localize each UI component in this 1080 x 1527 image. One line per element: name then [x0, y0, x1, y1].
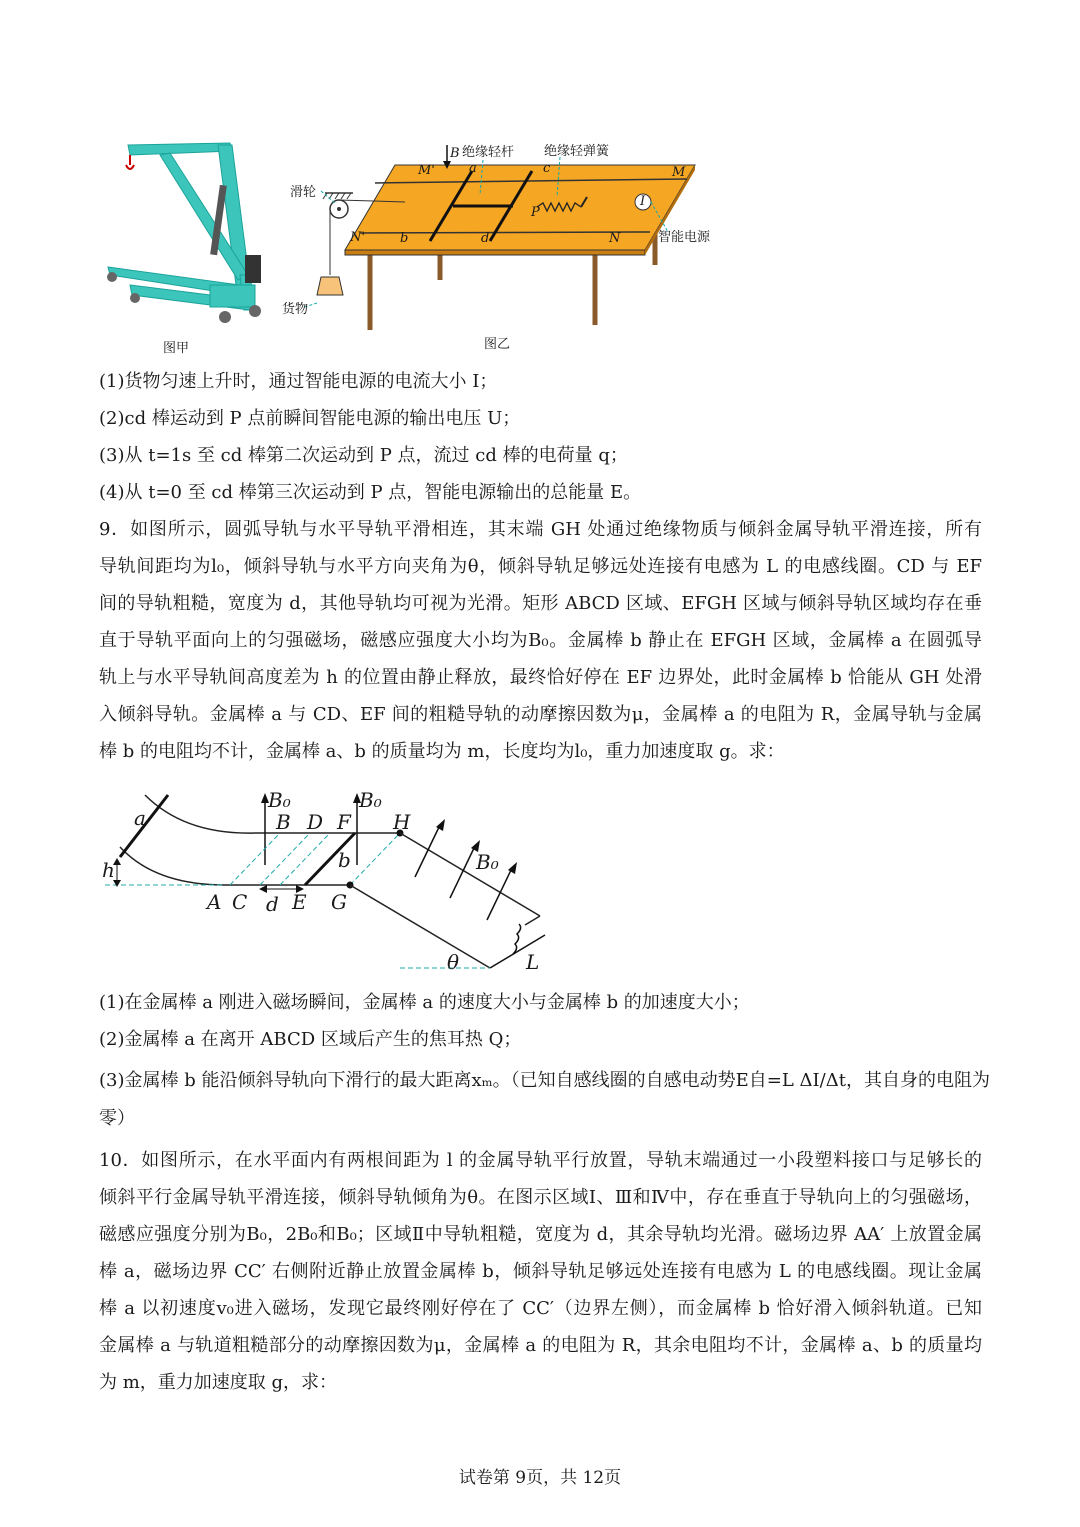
label-B: B	[450, 146, 460, 161]
q9-line-5: 轨上与水平导轨间高度差为 h 的位置由静止释放，最终恰好停在 EF 边界处，此时金属棒 b 恰能从 GH 处滑	[99, 667, 982, 688]
q9-line-1: 9．如图所示，圆弧导轨与水平导轨平滑相连，其末端 GH 处通过绝缘物质与倾斜金属导轨平滑连接，所有	[99, 519, 982, 540]
label-N: N	[609, 231, 621, 246]
q10-line-5: 棒 a 以初速度v₀进入磁场，发现它最终刚好停在了 CC′（边界左侧），而金属棒 b 恰好滑入倾斜轨道。已知	[99, 1298, 982, 1319]
label-N-prime: N'	[350, 230, 365, 245]
q9-line-6: 入倾斜导轨。金属棒 a 与 CD、EF 间的粗糙导轨的动摩擦因数为μ，金属棒 a 的电阻为 R，金属导轨与金属	[99, 704, 982, 725]
label-insulated-rod: 绝缘轻杆	[462, 145, 515, 160]
figure-caption-yi: 图乙	[484, 337, 511, 352]
fig9-label-B0-2: B₀	[359, 788, 382, 812]
q9-sub2: (2)金属棒 a 在离开 ABCD 区域后产生的焦耳热 Q；	[99, 1029, 522, 1050]
label-insulated-spring: 绝缘轻弹簧	[544, 144, 610, 159]
q10-line-2: 倾斜平行金属导轨平滑连接，倾斜导轨倾角为θ。在图示区域Ⅰ、Ⅲ和Ⅳ中，存在垂直于导轨向上的匀强磁场，	[99, 1187, 982, 1208]
fig9-label-C: C	[232, 890, 248, 914]
cargo	[317, 277, 343, 295]
fig9-label-H: H	[393, 810, 411, 834]
page-footer: 试卷第 9页，共 12页	[458, 1468, 622, 1488]
crane-illustration	[100, 135, 270, 335]
fig9-label-h: h	[102, 858, 115, 882]
q8-sub3: (3)从 t=1s 至 cd 棒第二次运动到 P 点，流过 cd 棒的电荷量 q；	[99, 445, 628, 466]
q8-sub1: (1)货物匀速上升时，通过智能电源的电流大小 I；	[99, 371, 498, 392]
label-P: P	[531, 205, 540, 220]
fig9-label-B0-1: B₀	[268, 788, 291, 812]
label-b: b	[400, 231, 409, 246]
fig9-label-F: F	[337, 810, 351, 834]
fig9-label-B0-3: B₀	[476, 850, 499, 874]
q10-line-3: 磁感应强度分别为B₀，2B₀和B₀；区域Ⅱ中导轨粗糙，宽度为 d，其余导轨均光滑。磁场边界 AA′ 上放置金属	[99, 1224, 982, 1245]
label-pulley: 滑轮	[290, 185, 317, 200]
q8-sub2: (2)cd 棒运动到 P 点前瞬间智能电源的输出电压 U；	[99, 408, 521, 429]
label-I: I	[640, 194, 646, 209]
q9-line-2: 导轨间距均为l₀，倾斜导轨与水平方向夹角为θ，倾斜导轨足够远处连接有电感为 L 的电感线圈。CD 与 EF	[99, 556, 982, 577]
q10-line-6: 金属棒 a 与轨道粗糙部分的动摩擦因数为μ，金属棒 a 的电阻为 R，其余电阻均不计，金属棒 a、b 的质量均	[99, 1335, 982, 1356]
q9-sub3-line2: 零）	[99, 1108, 135, 1129]
fig9-label-E: E	[292, 890, 307, 914]
fig9-label-D: D	[307, 810, 324, 834]
q9-sub1: (1)在金属棒 a 刚进入磁场瞬间，金属棒 a 的速度大小与金属棒 b 的加速度大小；	[99, 992, 750, 1013]
q10-line-1: 10．如图所示，在水平面内有两根间距为 l 的金属导轨平行放置，导轨末端通过一小段塑料接口与足够长的	[99, 1150, 982, 1171]
label-a: a	[469, 161, 477, 176]
label-cargo: 货物	[282, 302, 309, 317]
fig9-label-B: B	[276, 810, 291, 834]
label-smart-power: 智能电源	[658, 230, 711, 245]
q9-line-7: 棒 b 的电阻均不计，金属棒 a、b 的质量均为 m，长度均为l₀，重力加速度取 g。求：	[99, 741, 785, 762]
fig9-label-b: b	[338, 848, 351, 872]
q8-sub4: (4)从 t=0 至 cd 棒第三次运动到 P 点，智能电源输出的总能量 E。	[99, 482, 642, 503]
fig9-label-L: L	[526, 950, 540, 974]
fig9-label-theta: θ	[447, 950, 460, 974]
q10-line-4: 棒 a，磁场边界 CC′ 右侧附近静止放置金属棒 b，倾斜导轨足够远处连接有电感为 L 的电感线圈。现让金属	[99, 1261, 982, 1282]
label-c: c	[543, 161, 551, 176]
fig9-label-A: A	[207, 890, 222, 914]
rails-diagram	[95, 785, 565, 980]
q9-line-3: 间的导轨粗糙，宽度为 d，其他导轨均可视为光滑。矩形 ABCD 区域、EFGH 区域与倾斜导轨区域均存在垂	[99, 593, 982, 614]
fig9-label-d: d	[266, 892, 279, 916]
label-M: M	[672, 165, 686, 180]
q10-line-7: 为 m，重力加速度取 g，求：	[99, 1372, 338, 1393]
q9-line-4: 直于导轨平面向上的匀强磁场，磁感应强度大小均为B₀。金属棒 b 静止在 EFGH 区域，金属棒 a 在圆弧导	[99, 630, 982, 651]
q9-sub3-line1: (3)金属棒 b 能沿倾斜导轨向下滑行的最大距离xₘ。（已知自感线圈的自感电动势E自=L ΔI/Δt，其自身的电阻为	[99, 1070, 990, 1091]
figure-caption-jia: 图甲	[163, 341, 190, 356]
label-M-prime: M'	[418, 163, 435, 178]
fig9-label-G: G	[331, 890, 347, 914]
label-d: d	[481, 231, 490, 246]
fig9-label-a: a	[134, 806, 146, 830]
